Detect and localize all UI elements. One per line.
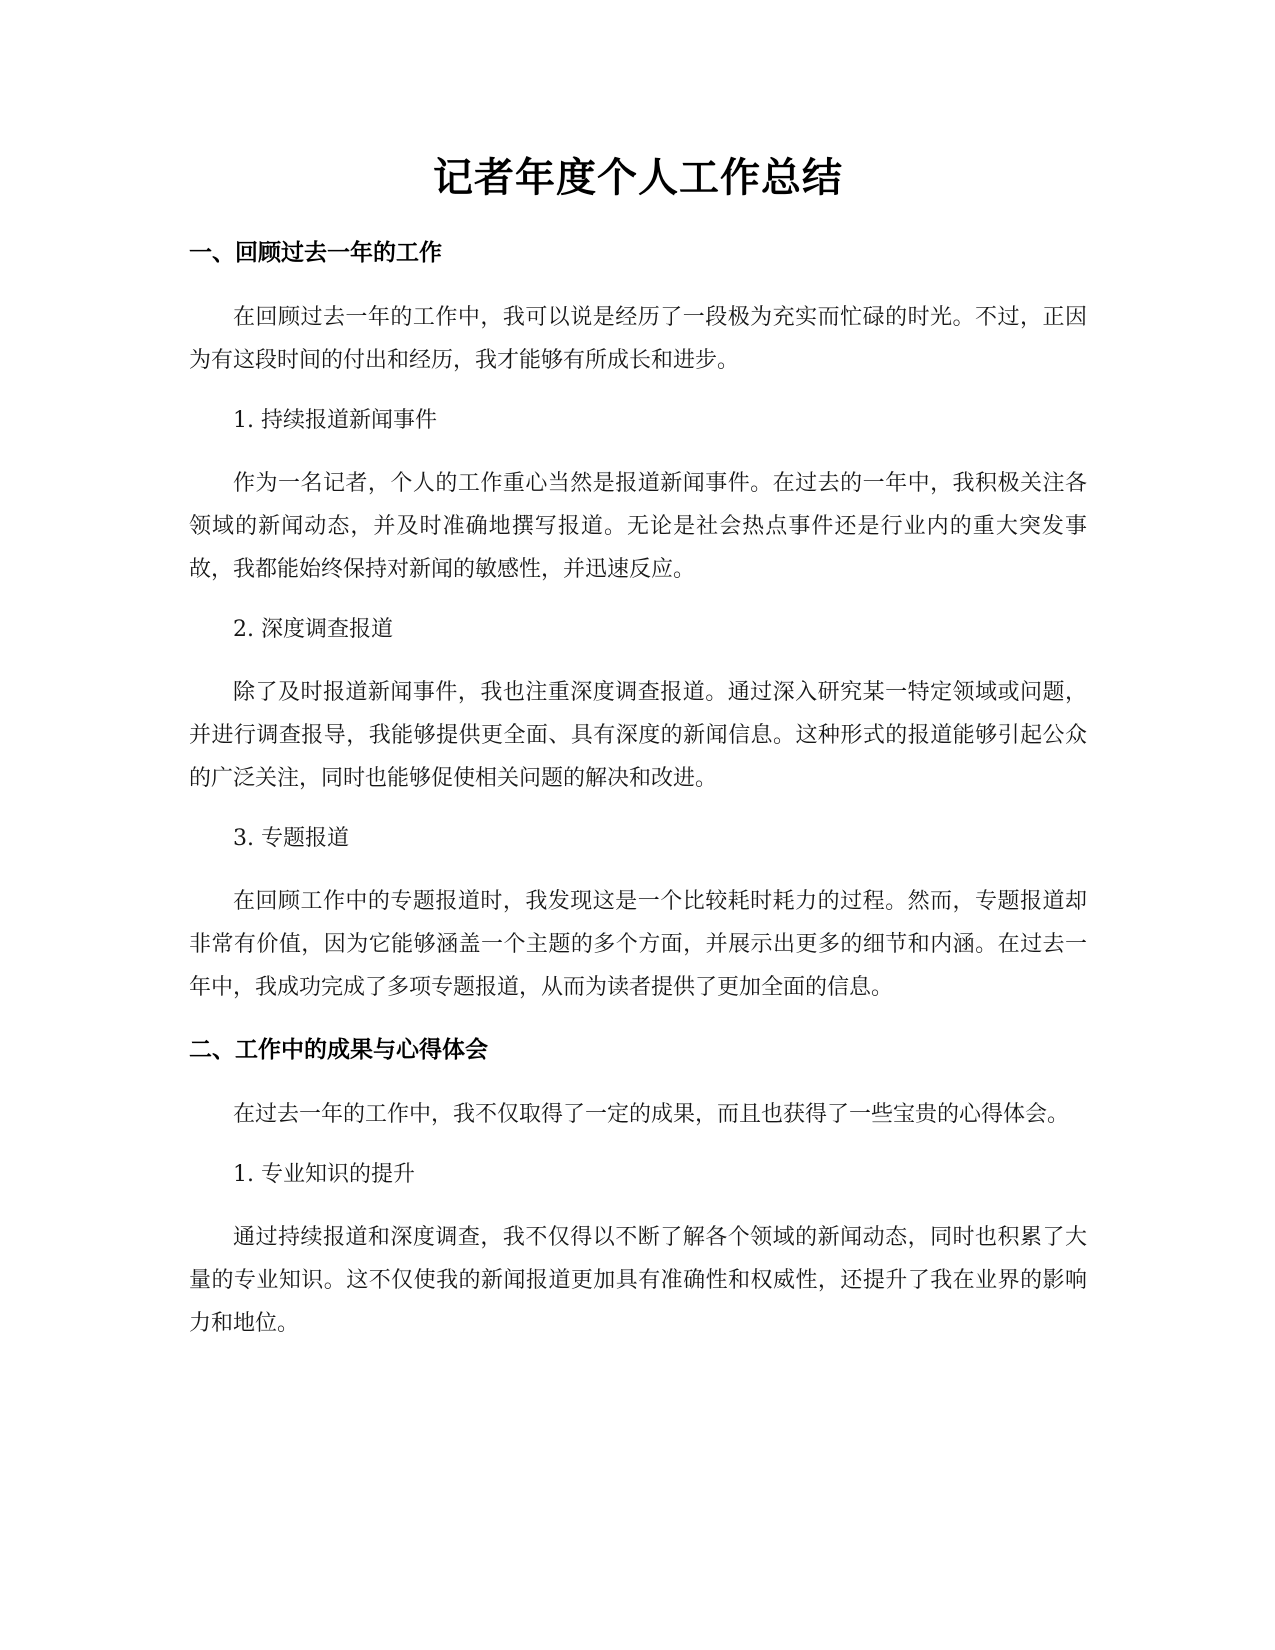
section-1-item-1-body: 作为一名记者，个人的工作重心当然是报道新闻事件。在过去的一年中，我积极关注各领域的新闻动态，并及时准确地撰写报道。无论是社会热点事件还是行业内的重大突发事故，我都能始终保持对新闻的敏感性，并迅速反应。 [189,471,1087,582]
section-heading-2: 二、工作中的成果与心得体会 [189,1037,488,1063]
section-1-intro: 在回顾过去一年的工作中，我可以说是经历了一段极为充实而忙碌的时光。不过，正因为有这段时间的付出和经历，我才能够有所成长和进步。 [189,305,1087,373]
section-1-item-3-body: 在回顾工作中的专题报道时，我发现这是一个比较耗时耗力的过程。然而，专题报道却非常有价值，因为它能够涵盖一个主题的多个方面，并展示出更多的细节和内涵。在过去一年中，我成功完成了多项专题报道，从而为读者提供了更加全面的信息。 [189,889,1087,1000]
section-1-item-1-title: 1. 持续报道新闻事件 [233,408,437,433]
section-1-item-3-title: 3. 专题报道 [233,826,349,851]
section-1-item-2-title: 2. 深度调查报道 [233,617,393,642]
document-title: 记者年度个人工作总结 [433,155,843,201]
section-2-intro: 在过去一年的工作中，我不仅取得了一定的成果，而且也获得了一些宝贵的心得体会。 [233,1102,1070,1127]
section-2-item-1-body: 通过持续报道和深度调查，我不仅得以不断了解各个领域的新闻动态，同时也积累了大量的专业知识。这不仅使我的新闻报道更加具有准确性和权威性，还提升了我在业界的影响力和地位。 [189,1225,1087,1336]
section-heading-1: 一、回顾过去一年的工作 [189,240,442,266]
section-1-item-2-body: 除了及时报道新闻事件，我也注重深度调查报道。通过深入研究某一特定领域或问题，并进行调查报导，我能够提供更全面、具有深度的新闻信息。这种形式的报道能够引起公众的广泛关注，同时也能够促使相关问题的解决和改进。 [189,680,1087,791]
document-body [189,150,1087,1345]
section-2-item-1-title: 1. 专业知识的提升 [233,1162,415,1187]
